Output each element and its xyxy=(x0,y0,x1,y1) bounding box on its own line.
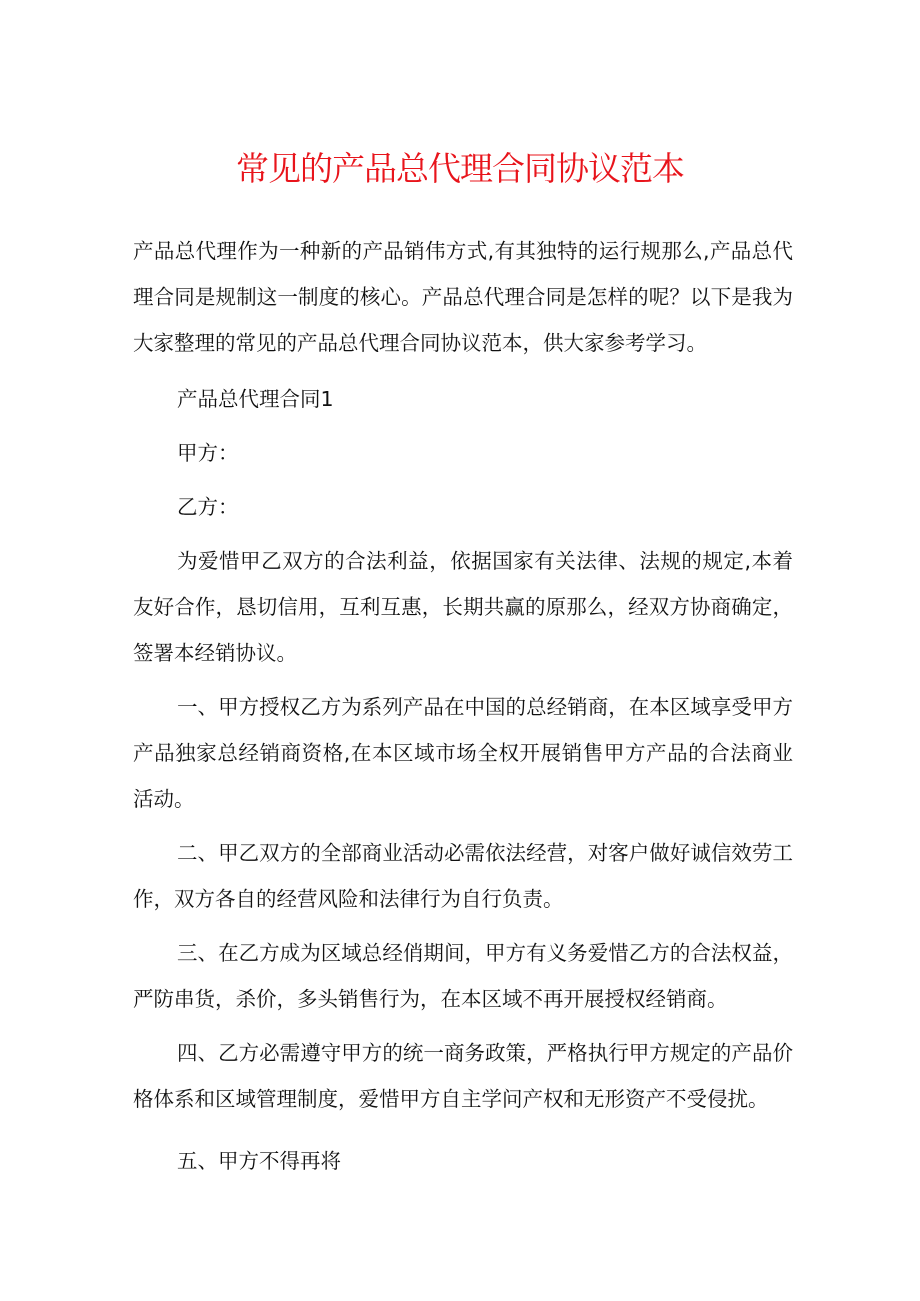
clause-4: 四、乙方必需遵守甲方的统一商务政策，严格执行甲方规定的产品价格体系和区域管理制度，爱惜甲方自主学问产权和无形资产不受侵扰。 xyxy=(133,1041,793,1111)
clause-1: 一、甲方授权乙方为系列产品在中国的总经销商，在本区域享受甲方产品独家总经销商资格,在本区域市场全权开展销售甲方产品的合法商业活动。 xyxy=(133,695,793,811)
clause-5: 五、甲方不得再将 xyxy=(177,1149,341,1173)
clause-2: 二、甲乙双方的全部商业活动必需依法经营，对客户做好诚信效劳工作，双方各自的经营风险和法律行为自行负责。 xyxy=(133,841,793,911)
contract-heading: 产品总代理合同1 xyxy=(177,387,334,411)
intro-paragraph: 产品总代理作为一种新的产品销伟方式,有其独特的运行规那么,产品总代理合同是规制这一制度的核心。产品总代理合同是怎样的呢？以下是我为大家整理的常见的产品总代理合同协议范本，供大家参考学习。 xyxy=(133,239,793,355)
document-title: 常见的产品总代理合同协议范本 xyxy=(236,149,684,188)
clause-3: 三、在乙方成为区域总经俏期间，甲方有义务爱惜乙方的合法权益，严防串货，杀价，多头销售行为，在本区域不再开展授权经销商。 xyxy=(133,941,793,1011)
preamble-paragraph: 为爱惜甲乙双方的合法利益，依据国家有关法律、法规的规定,本着友好合作，恳切信用，互利互惠，长期共赢的原那么，经双方协商确定，签署本经销协议。 xyxy=(133,549,793,665)
party-b-label: 乙方： xyxy=(177,495,239,519)
party-a-label: 甲方： xyxy=(177,441,239,465)
document-body xyxy=(133,228,793,1184)
